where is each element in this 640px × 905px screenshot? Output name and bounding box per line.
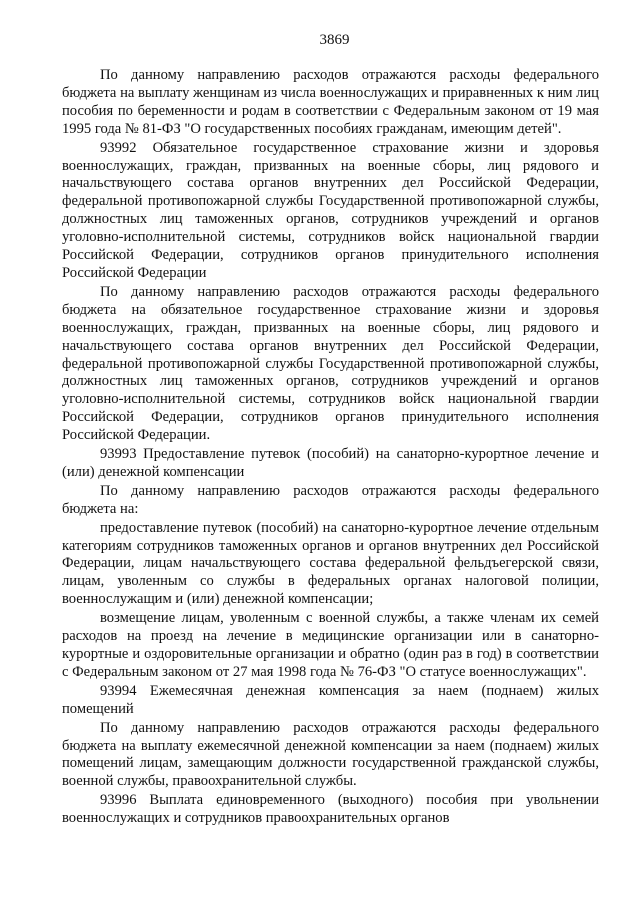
paragraph-code-93994-description: По данному направлению расходов отражаются расходы федерального бюджета на выплату ежемесячной денежной компенсации за наем (поднаем) жилых помещений лицам, замещающим должности государственной гражданской службы, военной службы, правоохранительной службы. [62, 719, 599, 790]
paragraph-maternity-benefit-description: По данному направлению расходов отражаются расходы федерального бюджета на выплату женщинам из числа военнослужащих и приравненных к ним лиц пособия по беременности и родам в соответствии с Федеральным законом от 19 мая 1995 года № 81-ФЗ "О государственных пособиях гражданам, имеющим детей". [62, 67, 599, 137]
paragraph-code-93992-description: По данному направлению расходов отражаются расходы федерального бюджета на обязательное государственное страхование жизни и здоровья военнослужащих, граждан, призванных на военные сборы, лиц рядового и начальствующего состава органов внутренних дел Российской Федерации, федеральной противопожарной службы Государственной противопожарной службы, должностных лиц таможенных органов, сотрудников учреждений и органов уголовно-исполнительной системы, сотрудников войск национальной гвардии Российской Федерации, сотрудников органов принудительного исполнения Российской Федерации. [62, 283, 599, 444]
paragraph-code-93994-heading: 93994 Ежемесячная денежная компенсация за наем (поднаем) жилых помещений [62, 682, 599, 717]
paragraph-code-93993-item-travel-reimbursement: возмещение лицам, уволенным с военной службы, а также членам их семей расходов на проезд на лечение в медицинские организации или в санаторно-курортные и оздоровительные организации и обратно (один раз в год) в соответствии с Федеральным законом от 27 мая 1998 года № 76-ФЗ "О статусе военнослужащих". [62, 610, 599, 680]
paragraph-code-93992-heading: 93992 Обязательное государственное страхование жизни и здоровья военнослужащих, граждан, призванных на военные сборы, лиц рядового и начальствующего состава органов внутренних дел Российской Федерации, федеральной противопожарной службы Государственной противопожарной службы, должностных лиц таможенных органов, сотрудников учреждений и органов уголовно-исполнительной системы, сотрудников войск национальной гвардии Российской Федерации, сотрудников органов принудительного исполнения Российской Федерации [62, 139, 599, 281]
paragraph-code-93993-heading: 93993 Предоставление путевок (пособий) на санаторно-курортное лечение и (или) денежной компенсации [62, 446, 599, 480]
paragraph-code-93996-heading: 93996 Выплата единовременного (выходного) пособия при увольнении военнослужащих и сотрудников правоохранительных органов [62, 792, 599, 827]
page-number: 3869 [319, 32, 350, 48]
document-body [62, 67, 599, 828]
paragraph-code-93993-item-vouchers: предоставление путевок (пособий) на санаторно-курортное лечение отдельным категориям сотрудников таможенных органов и органов внутренних дел Российской Федерации, лицам начальствующего состава федеральной фельдъегерской связи, лицам, уволенным со службы в федеральных органах налоговой полиции, военнослужащим и (или) денежной компенсации; [62, 519, 599, 608]
paragraph-code-93993-intro: По данному направлению расходов отражаются расходы федерального бюджета на: [62, 482, 599, 517]
document-page [62, 30, 599, 828]
